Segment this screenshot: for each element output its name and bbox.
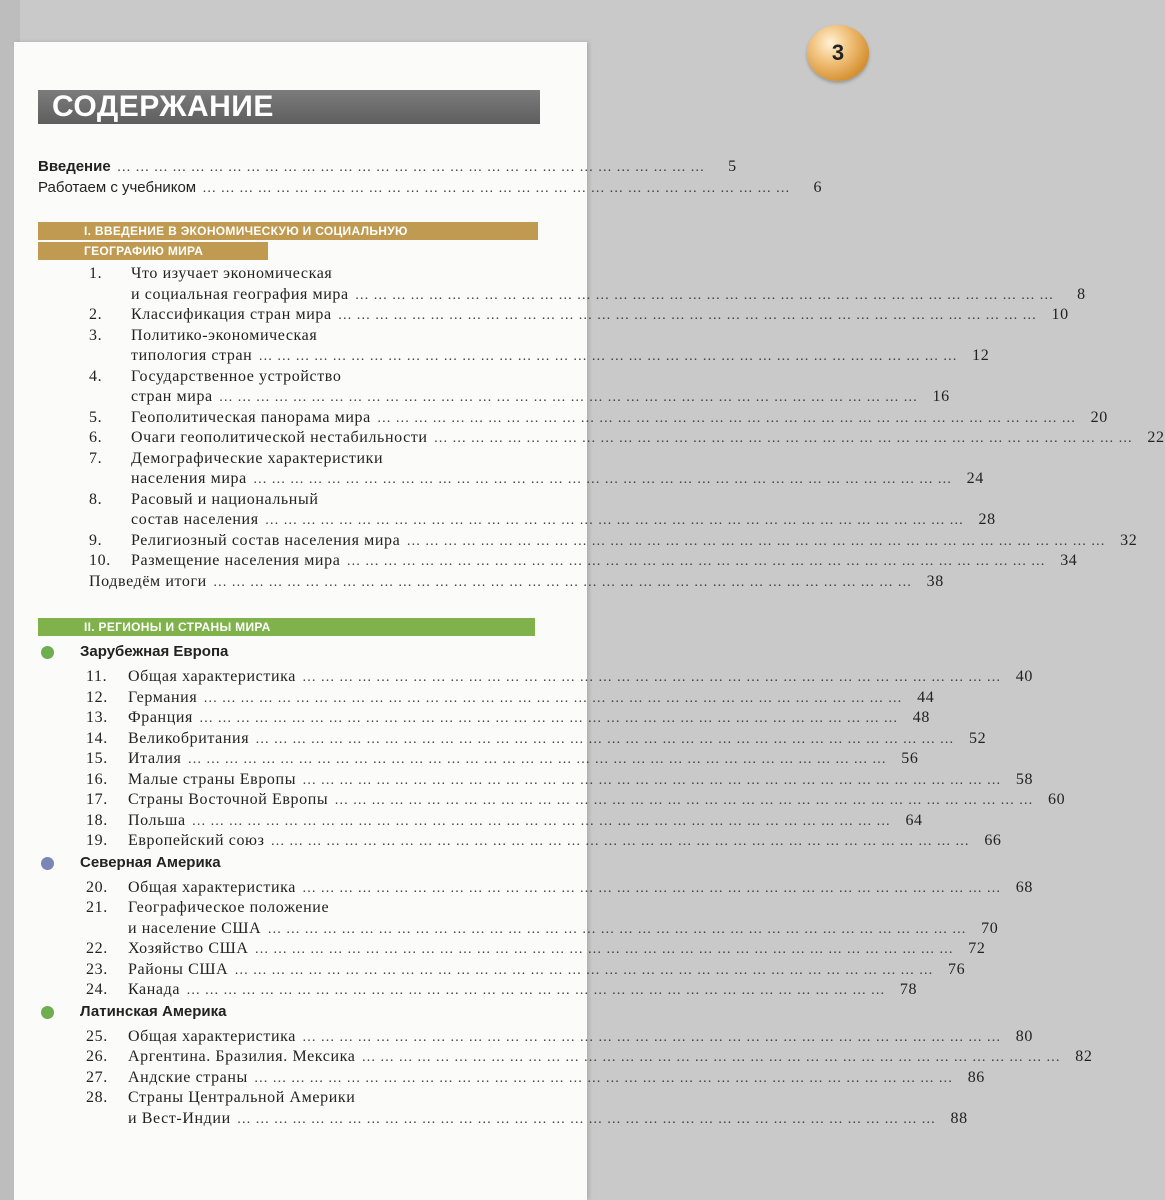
- toc-entry-page: 12: [972, 347, 990, 364]
- toc-entry-27[interactable]: [86, 1068, 985, 1089]
- toc-entry-24[interactable]: [86, 981, 918, 1001]
- toc-entry-page: 6: [813, 179, 823, 196]
- dot-leader: ……………………………………………………………………………………………………: [433, 431, 1137, 446]
- dot-leader: ……………………………………………………………………………………………………: [301, 670, 1005, 685]
- toc-entry-intro[interactable]: [38, 158, 737, 178]
- toc-entry-title: Аргентина. Бразилия. Мексика: [128, 1048, 356, 1065]
- toc-entry-page: 70: [981, 919, 999, 937]
- toc-entry-12[interactable]: [86, 688, 935, 709]
- toc-entry-page: 64: [905, 811, 923, 829]
- toc-entry-title: Европейский союз: [128, 832, 265, 849]
- dot-leader: ……………………………………………………………………………………………………: [406, 533, 1110, 549]
- toc-entry-title-line1: Географическое положение: [128, 899, 330, 916]
- toc-entry-number: 23.: [86, 960, 108, 978]
- page-title: СОДЕРЖАНИЕ: [38, 90, 540, 124]
- toc-entry-page: 58: [1015, 770, 1034, 788]
- toc-entry-page: 10: [1051, 306, 1069, 323]
- toc-entry-6[interactable]: [89, 429, 1165, 449]
- toc-entry-5[interactable]: [89, 408, 1108, 429]
- dot-leader: ……………………………………………………………………………………………………: [191, 813, 895, 829]
- toc-entry-number: 6.: [89, 429, 103, 446]
- toc-entry-page: 88: [950, 1109, 968, 1127]
- toc-entry-title: Подведём итоги: [89, 572, 207, 590]
- toc-entry-page: 66: [984, 832, 1002, 849]
- toc-entry-title: и социальная география мира: [131, 285, 349, 303]
- toc-entry-18[interactable]: [86, 811, 923, 832]
- toc-entry-title: Германия: [128, 688, 198, 706]
- toc-entry-title-line1: Что изучает экономическая: [131, 265, 333, 282]
- toc-entry-page: 44: [917, 688, 935, 706]
- dot-leader: ……………………………………………………………………………………: [116, 160, 709, 175]
- region-bullet-icon: [41, 1006, 54, 1019]
- toc-entry-25[interactable]: [86, 1027, 1033, 1048]
- toc-entry-title: Размещение населения мира: [131, 552, 341, 569]
- section-2-heading: II. РЕГИОНЫ И СТРАНЫ МИРА: [38, 618, 535, 636]
- toc-entry-number: 2.: [89, 306, 103, 323]
- toc-entry-page: 60: [1048, 791, 1066, 808]
- section-1-heading-line1: I. ВВЕДЕНИЕ В ЭКОНОМИЧЕСКУЮ И СОЦИАЛЬНУЮ: [38, 222, 538, 240]
- toc-entry-title: стран мира: [131, 388, 213, 405]
- toc-entry-page: 78: [899, 981, 918, 998]
- toc-entry-number: 26.: [86, 1048, 108, 1065]
- region-bullet-icon: [41, 646, 54, 659]
- toc-entry-number: 10.: [89, 552, 111, 569]
- section-1-heading-line2: ГЕОГРАФИЮ МИРА: [38, 242, 268, 260]
- toc-entry-title: Общая характеристика: [128, 1027, 296, 1045]
- toc-entry-title: Классификация стран мира: [131, 306, 332, 323]
- toc-entry-page: 32: [1120, 531, 1138, 549]
- toc-entry-number: 18.: [86, 811, 108, 829]
- toc-entry-13[interactable]: [86, 709, 930, 729]
- toc-entry-title: Малые страны Европы: [128, 770, 297, 788]
- toc-entry-page: 72: [968, 940, 986, 957]
- dot-leader: ……………………………………………………………………………………………………: [203, 690, 907, 706]
- toc-entry-number: 4.: [89, 367, 103, 385]
- toc-entry-title: Введение: [38, 158, 111, 175]
- toc-entry-number: 3.: [89, 326, 103, 344]
- toc-entry-title: Общая характеристика: [128, 878, 296, 896]
- toc-entry-page: 22: [1147, 429, 1165, 446]
- dot-leader: ……………………………………………………………………………………………………: [270, 834, 974, 849]
- toc-entry-title: состав населения: [131, 511, 259, 528]
- toc-entry-title: населения мира: [131, 470, 247, 487]
- toc-entry-22[interactable]: [86, 940, 986, 960]
- toc-entry-number: 25.: [86, 1027, 108, 1045]
- toc-entry-number: 27.: [86, 1068, 108, 1086]
- toc-entry-number: 22.: [86, 940, 108, 957]
- toc-entry-number: 17.: [86, 791, 108, 808]
- toc-entry-number: 12.: [86, 688, 108, 706]
- dot-leader: ……………………………………………………………………………………………………: [354, 287, 1058, 303]
- dot-leader: ……………………………………………………………………………………………………: [253, 1070, 957, 1086]
- toc-entry-number: 16.: [86, 770, 108, 788]
- toc-entry-number: 21.: [86, 899, 108, 916]
- toc-entry-title: типология стран: [131, 347, 253, 364]
- toc-entry-9[interactable]: [89, 531, 1138, 552]
- dot-leader: ……………………………………………………………………………………………………: [236, 1111, 940, 1127]
- toc-entry-16[interactable]: [86, 770, 1034, 791]
- toc-entry-21[interactable]: [128, 919, 999, 940]
- dot-leader: ……………………………………………………………………………………………………: [302, 772, 1006, 788]
- toc-entry-15[interactable]: [86, 750, 919, 770]
- toc-entry-number: 1.: [89, 265, 103, 282]
- toc-entry-19[interactable]: [86, 832, 1002, 852]
- toc-entry-11[interactable]: [86, 668, 1033, 688]
- dot-leader: ……………………………………………………………………………………………………: [334, 793, 1038, 808]
- dot-leader: ……………………………………………………………………………………………………: [264, 513, 968, 528]
- toc-entry-title: и Вест-Индии: [128, 1109, 231, 1127]
- toc-entry-8[interactable]: [131, 511, 996, 531]
- toc-entry-1[interactable]: [131, 285, 1086, 306]
- toc-entry-23[interactable]: [86, 960, 966, 981]
- dot-leader: ……………………………………………………………………………………………………: [186, 983, 890, 998]
- toc-entry-page: 8: [1077, 285, 1086, 303]
- toc-entry-page: 28: [978, 511, 996, 528]
- toc-entry-page: 68: [1015, 878, 1033, 896]
- dot-leader: ……………………………………………………………………………………………………: [252, 472, 956, 487]
- dot-leader: ……………………………………………………………………………………………………: [258, 349, 962, 364]
- toc-entry-title: Общая характеристика: [128, 668, 296, 685]
- toc-entry-title: Канада: [128, 981, 181, 998]
- toc-entry-title: Франция: [128, 709, 193, 726]
- toc-entry-3[interactable]: [131, 347, 990, 367]
- toc-entry-4[interactable]: [131, 388, 950, 408]
- toc-entry-number: 14.: [86, 729, 108, 747]
- toc-entry-page: 5: [728, 158, 737, 175]
- toc-entry-title-line1: Расовый и национальный: [131, 490, 319, 508]
- toc-entry-7[interactable]: [131, 470, 984, 490]
- toc-entry-page: 80: [1015, 1027, 1033, 1045]
- dot-leader: ……………………………………………………………………………………………………: [301, 880, 1005, 896]
- dot-leader: ……………………………………………………………………………………: [202, 181, 795, 196]
- toc-entry-title-line1: Политико-экономическая: [131, 326, 318, 344]
- region-heading: Зарубежная Европа: [80, 643, 229, 660]
- toc-entry-page: 86: [967, 1068, 985, 1086]
- dot-leader: ……………………………………………………………………………………………………: [199, 711, 902, 726]
- toc-entry-title: Хозяйство США: [128, 940, 249, 957]
- region-heading: Латинская Америка: [80, 1002, 227, 1020]
- toc-entry-title: и население США: [128, 919, 262, 937]
- toc-entry-title: Религиозный состав населения мира: [131, 531, 401, 549]
- region-bullet-icon: [41, 857, 54, 870]
- dot-leader: ……………………………………………………………………………………………………: [376, 410, 1080, 426]
- toc-entry-number: 11.: [86, 668, 108, 685]
- toc-entry-number: 5.: [89, 408, 103, 426]
- dot-leader: ……………………………………………………………………………………………………: [337, 308, 1041, 323]
- dot-leader: ……………………………………………………………………………………………………: [218, 390, 922, 405]
- toc-entry-page: 16: [932, 388, 950, 405]
- toc-entry-title-line1: Страны Центральной Америки: [128, 1089, 356, 1106]
- toc-entry-page: 40: [1015, 668, 1033, 685]
- toc-entry-17[interactable]: [86, 791, 1066, 811]
- toc-entry-title-line1: Государственное устройство: [131, 367, 342, 385]
- toc-entry-page: 20: [1090, 408, 1108, 426]
- toc-entry-title: Геополитическая панорама мира: [131, 408, 371, 426]
- dot-leader: ……………………………………………………………………………………………………: [301, 1029, 1005, 1045]
- dot-leader: ……………………………………………………………………………………………………: [187, 752, 891, 767]
- page-number-badge: 3: [807, 25, 869, 81]
- dot-leader: ……………………………………………………………………………………………………: [361, 1050, 1065, 1065]
- toc-entry-14[interactable]: [86, 729, 987, 750]
- toc-entry-page: 52: [968, 729, 987, 747]
- toc-entry-number: 13.: [86, 709, 108, 726]
- dot-leader: ……………………………………………………………………………………………………: [346, 554, 1050, 569]
- toc-entry-page: 82: [1075, 1048, 1093, 1065]
- toc-entry-title: Очаги геополитической нестабильности: [131, 429, 428, 446]
- dot-leader: ……………………………………………………………………………………………………: [267, 921, 971, 937]
- toc-entry-number: 28.: [86, 1089, 108, 1106]
- toc-entry-20[interactable]: [86, 878, 1033, 899]
- toc-entry-page: 34: [1060, 552, 1078, 569]
- toc-entry-page: 24: [966, 470, 984, 487]
- toc-entry-title: Польша: [128, 811, 186, 829]
- dot-leader: ……………………………………………………………………………………………………: [255, 731, 959, 747]
- toc-entry-page: 48: [912, 709, 930, 726]
- toc-entry-number: 7.: [89, 449, 103, 467]
- toc-entry-10[interactable]: [89, 552, 1078, 572]
- region-heading: Северная Америка: [80, 853, 221, 871]
- toc-entry-title: Работаем с учебником: [38, 179, 197, 196]
- toc-entry-page: 76: [948, 960, 966, 978]
- toc-entry-26[interactable]: [86, 1048, 1093, 1068]
- toc-entry-page: 38: [926, 572, 944, 590]
- toc-entry-title: Районы США: [128, 960, 229, 978]
- toc-entry-title: Страны Восточной Европы: [128, 791, 329, 808]
- toc-entry-title: Андские страны: [128, 1068, 248, 1086]
- dot-leader: ……………………………………………………………………………………………………: [254, 942, 958, 957]
- toc-entry-number: 24.: [86, 981, 108, 998]
- toc-entry-title: Италия: [128, 750, 182, 767]
- dot-leader: ……………………………………………………………………………………………………: [234, 962, 938, 978]
- toc-entry-28[interactable]: [128, 1109, 968, 1130]
- toc-entry-title: Великобритания: [128, 729, 250, 747]
- toc-entry-page: 56: [901, 750, 919, 767]
- toc-entry-working[interactable]: [38, 179, 823, 199]
- toc-entry-number: 8.: [89, 490, 103, 508]
- toc-entry-number: 20.: [86, 878, 108, 896]
- toc-entry-number: 15.: [86, 750, 108, 767]
- toc-entry-number: 19.: [86, 832, 108, 849]
- toc-entry-summary[interactable]: [89, 572, 944, 593]
- toc-entry-2[interactable]: [89, 306, 1069, 326]
- toc-entry-number: 9.: [89, 531, 103, 549]
- toc-entry-title-line1: Демографические характеристики: [131, 449, 384, 467]
- dot-leader: ……………………………………………………………………………………………………: [212, 574, 916, 590]
